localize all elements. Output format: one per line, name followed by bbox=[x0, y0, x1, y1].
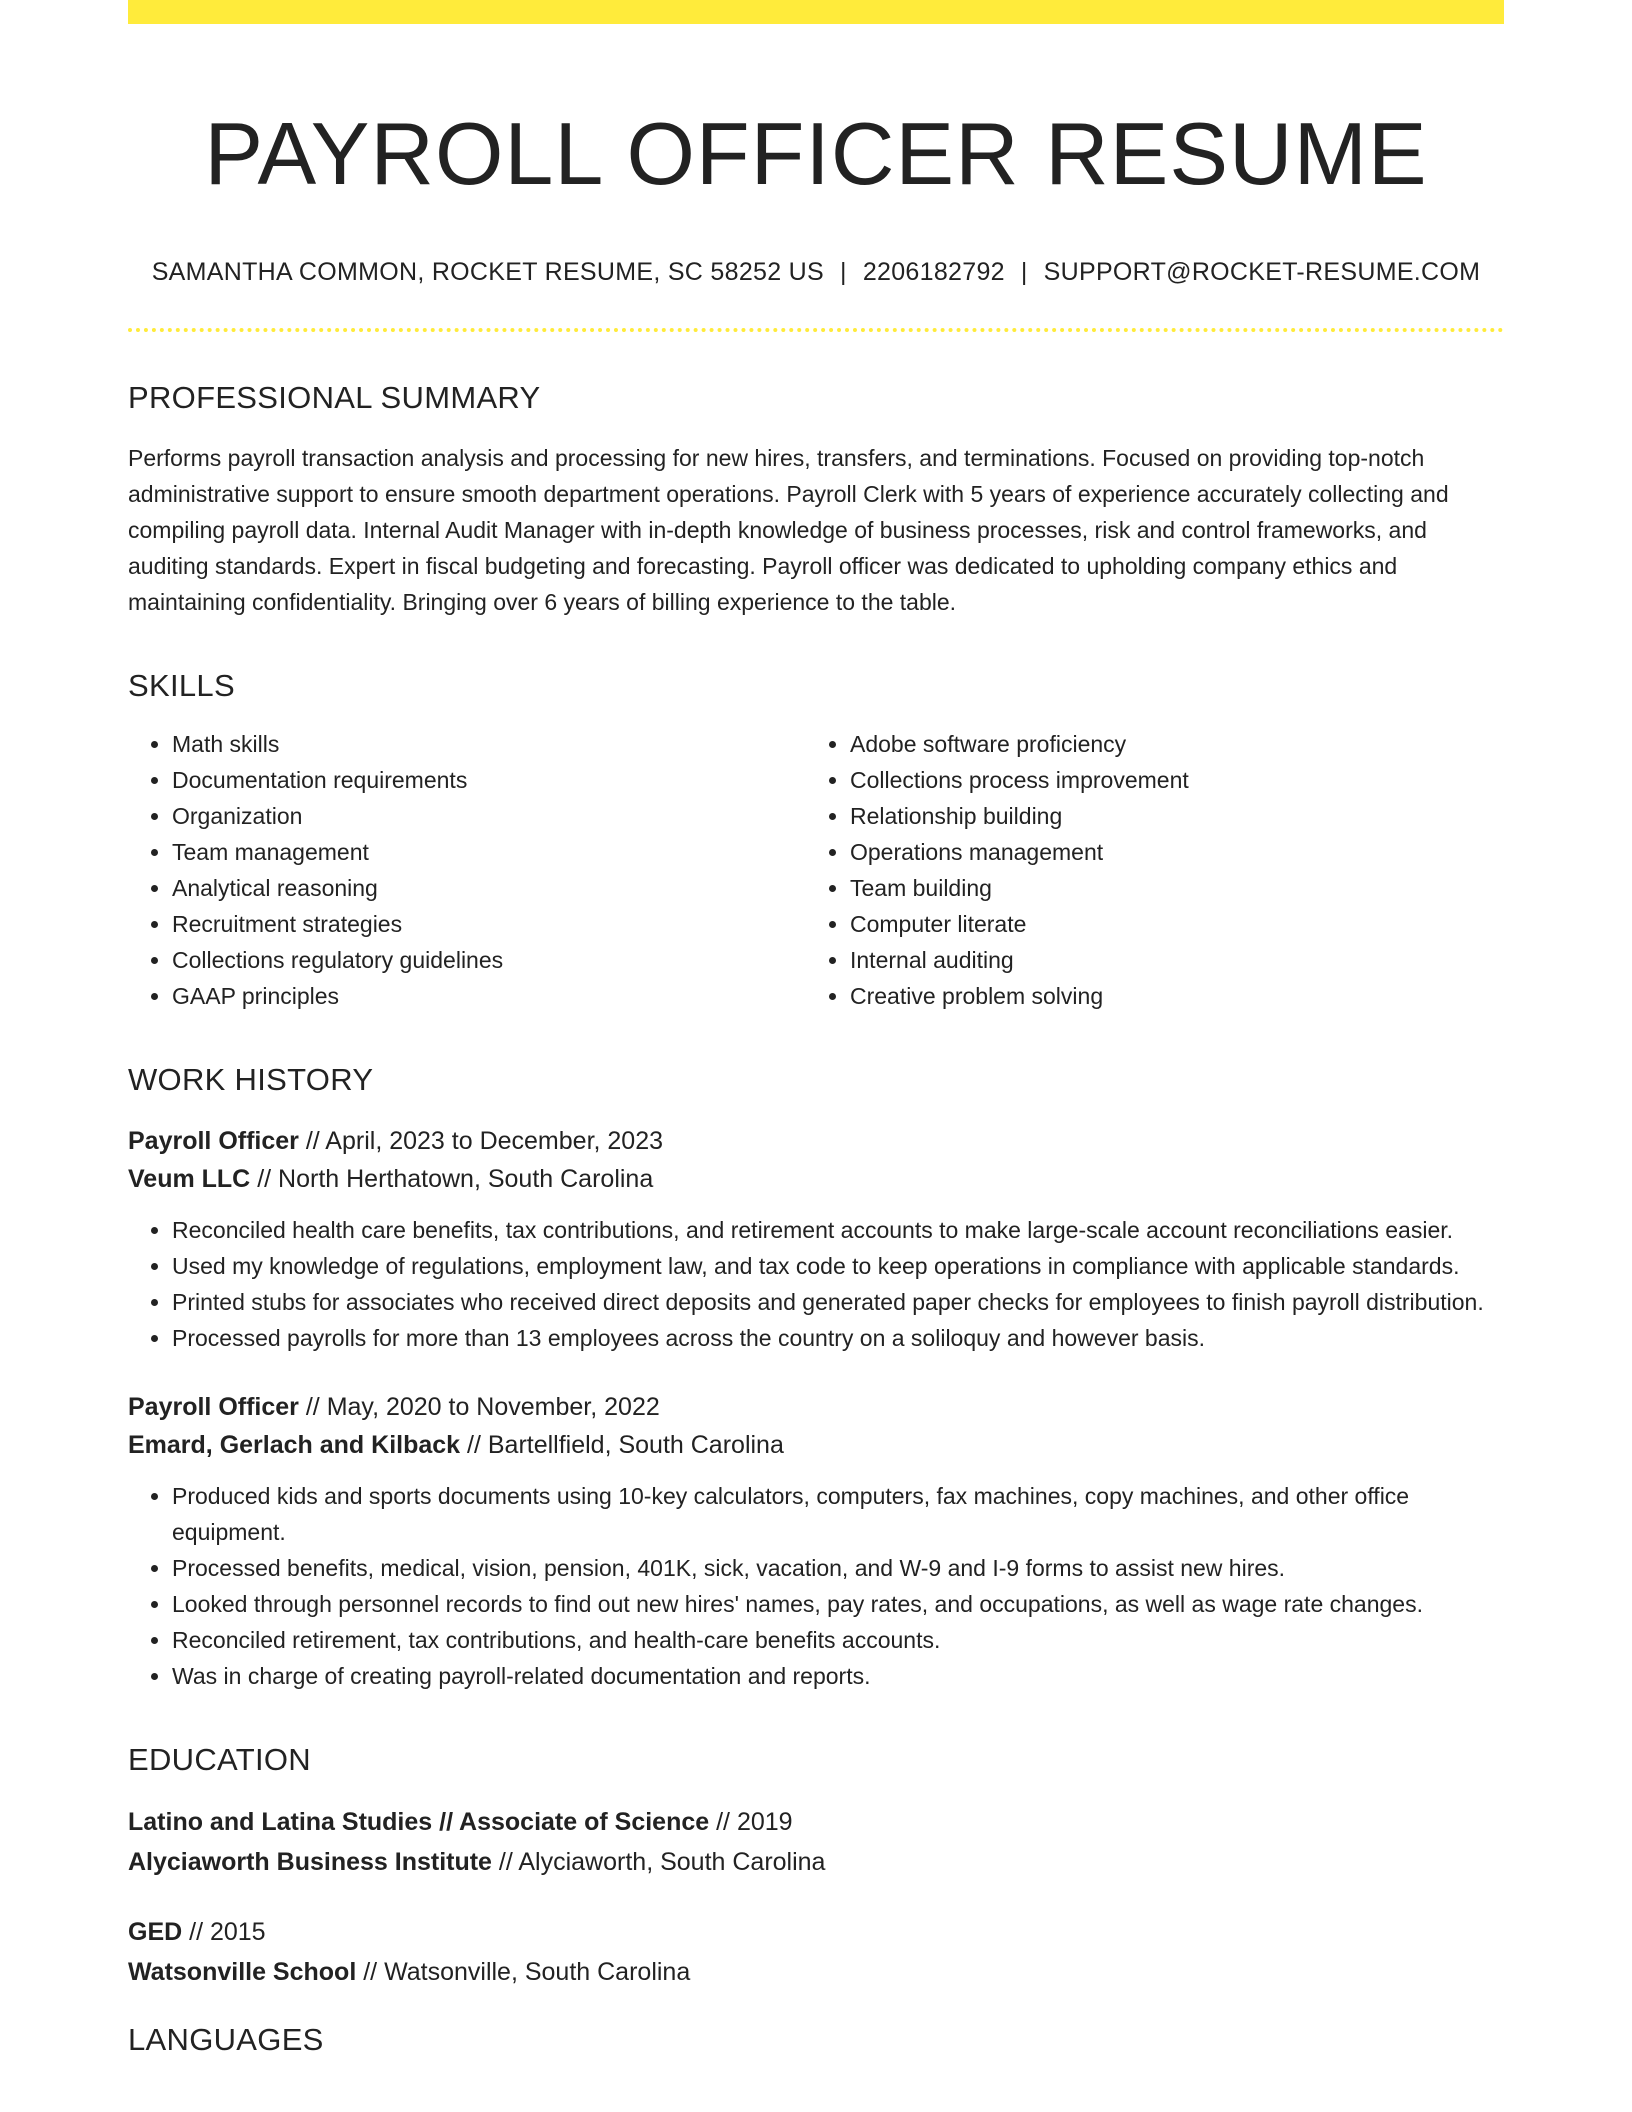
skill-item: • Relationship building bbox=[850, 798, 1484, 834]
skill-item: • Adobe software proficiency bbox=[850, 726, 1484, 762]
contact-separator: | bbox=[840, 258, 847, 286]
section-heading-languages: LANGUAGES bbox=[128, 2022, 324, 2057]
education-entry bbox=[128, 1912, 1504, 1992]
job-duty: • Processed payrolls for more than 13 employees across the country on a soliloquy and however basis. bbox=[172, 1320, 1504, 1356]
contact-email: SUPPORT@ROCKET-RESUME.COM bbox=[1043, 258, 1481, 286]
education-school-line bbox=[128, 1952, 1504, 1992]
job-duty: • Used my knowledge of regulations, employment law, and tax code to keep operations in compliance with applicable standards. bbox=[172, 1248, 1504, 1284]
contact-phone: 2206182792 bbox=[862, 258, 1005, 286]
education-location: // Alyciaworth, South Carolina bbox=[491, 1848, 826, 1876]
job-title-line bbox=[128, 1388, 1504, 1426]
contact-separator: | bbox=[1020, 258, 1028, 286]
job-location: // North Herthatown, South Carolina bbox=[250, 1165, 654, 1193]
job-dates: // May, 2020 to November, 2022 bbox=[298, 1393, 660, 1421]
skill-item: • Collections process improvement bbox=[850, 762, 1484, 798]
job-title: Payroll Officer bbox=[128, 1127, 299, 1155]
job-entry bbox=[128, 1388, 1504, 1694]
job-location: // Bartellfield, South Carolina bbox=[460, 1431, 784, 1459]
education-degree-line bbox=[128, 1802, 1504, 1842]
section-heading-skills: SKILLS bbox=[128, 668, 235, 703]
skill-item: • Documentation requirements bbox=[172, 762, 806, 798]
education-location: // Watsonville, South Carolina bbox=[356, 1958, 691, 1986]
skills-list-right bbox=[806, 726, 1484, 1014]
education-degree: Latino and Latina Studies // Associate of Science bbox=[128, 1808, 710, 1836]
section-heading-work-history: WORK HISTORY bbox=[128, 1062, 374, 1097]
skill-item: • Computer literate bbox=[850, 906, 1484, 942]
job-duties-list bbox=[128, 1478, 1504, 1694]
job-dates: // April, 2023 to December, 2023 bbox=[298, 1127, 664, 1155]
skills-list-left bbox=[128, 726, 806, 1014]
skill-item: • Analytical reasoning bbox=[172, 870, 806, 906]
job-company: Veum LLC bbox=[128, 1165, 251, 1193]
education-entry bbox=[128, 1802, 1504, 1882]
skill-item: • Team building bbox=[850, 870, 1484, 906]
top-accent-bar bbox=[128, 0, 1504, 24]
skill-item: • GAAP principles bbox=[172, 978, 806, 1014]
job-duty: • Was in charge of creating payroll-related documentation and reports. bbox=[172, 1658, 1504, 1694]
skill-item: • Team management bbox=[172, 834, 806, 870]
job-duty: • Reconciled health care benefits, tax contributions, and retirement accounts to make large-scale account reconciliations easier. bbox=[172, 1212, 1504, 1248]
contact-line bbox=[128, 256, 1504, 288]
section-heading-summary: PROFESSIONAL SUMMARY bbox=[128, 380, 541, 415]
education-year: // 2019 bbox=[709, 1808, 793, 1836]
job-company-line bbox=[128, 1160, 1504, 1198]
skill-item: • Recruitment strategies bbox=[172, 906, 806, 942]
education-degree-line bbox=[128, 1912, 1504, 1952]
resume-page bbox=[128, 0, 1504, 2060]
skill-item: • Organization bbox=[172, 798, 806, 834]
job-title-line bbox=[128, 1122, 1504, 1160]
job-entry bbox=[128, 1122, 1504, 1356]
skill-item: • Internal auditing bbox=[850, 942, 1484, 978]
skill-item: • Collections regulatory guidelines bbox=[172, 942, 806, 978]
job-duty: • Looked through personnel records to find out new hires' names, pay rates, and occupations, as well as wage rate changes. bbox=[172, 1586, 1504, 1622]
job-duty: • Produced kids and sports documents using 10-key calculators, computers, fax machines, copy machines, and other office equipment. bbox=[172, 1478, 1504, 1550]
job-duties-list bbox=[128, 1212, 1504, 1356]
education-school: Alyciaworth Business Institute bbox=[128, 1848, 492, 1876]
job-title: Payroll Officer bbox=[128, 1393, 299, 1421]
summary-text: Performs payroll transaction analysis and processing for new hires, transfers, and terminations. Focused on providing top-notch administrative support to ensure smooth department operations. Payroll Clerk with 5 years of experience accurately collecting and compiling payroll data. Internal Audit Manager with in-depth knowledge of business processes, risk and control frameworks, and auditing standards. Expert in fiscal budgeting and forecasting. Payroll officer was dedicated to upholding company ethics and maintaining confidentiality. Bringing over 6 years of billing experience to the table. bbox=[128, 445, 1449, 615]
job-duty: • Printed stubs for associates who received direct deposits and generated paper checks for employees to finish payroll distribution. bbox=[172, 1284, 1504, 1320]
contact-address: SAMANTHA COMMON, ROCKET RESUME, SC 58252 US bbox=[151, 258, 825, 286]
job-company-line bbox=[128, 1426, 1504, 1464]
skills-columns bbox=[128, 726, 1504, 1014]
page-title: PAYROLL OFFICER RESUME bbox=[204, 104, 1428, 203]
job-duty: • Processed benefits, medical, vision, pension, 401K, sick, vacation, and W-9 and I-9 forms to assist new hires. bbox=[172, 1550, 1504, 1586]
skill-item: • Creative problem solving bbox=[850, 978, 1484, 1014]
job-company: Emard, Gerlach and Kilback bbox=[128, 1431, 461, 1459]
skill-item: • Operations management bbox=[850, 834, 1484, 870]
skill-item: • Math skills bbox=[172, 726, 806, 762]
education-degree: GED bbox=[128, 1918, 183, 1946]
education-year: // 2015 bbox=[182, 1918, 266, 1946]
section-heading-education: EDUCATION bbox=[128, 1742, 311, 1777]
education-school-line bbox=[128, 1842, 1504, 1882]
job-duty: • Reconciled retirement, tax contributions, and health-care benefits accounts. bbox=[172, 1622, 1504, 1658]
dotted-divider bbox=[128, 328, 1504, 332]
education-school: Watsonville School bbox=[128, 1958, 357, 1986]
